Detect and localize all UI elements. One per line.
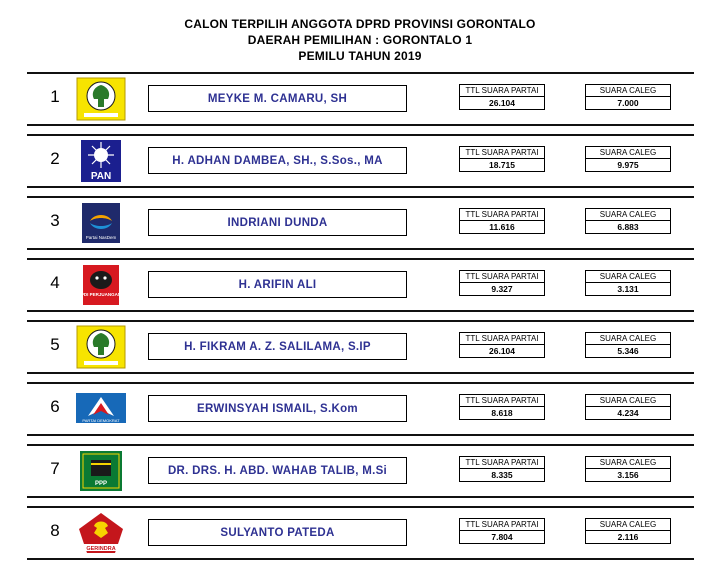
demokrat-logo-icon — [76, 387, 126, 431]
candidate-vote-value: 2.116 — [617, 532, 639, 542]
candidate-number: 7 — [50, 459, 60, 478]
pdip-logo-icon — [76, 263, 126, 307]
candidate-name: INDRIANI DUNDA — [227, 216, 328, 229]
candidate-name-box — [148, 395, 407, 422]
party-vote-box — [459, 146, 545, 172]
ppp-logo-icon — [76, 449, 126, 493]
candidate-vote-label: SUARA CALEG — [586, 147, 670, 159]
candidate-row — [27, 444, 694, 498]
candidate-name-box — [148, 519, 407, 546]
candidate-row — [27, 506, 694, 560]
candidate-vote-value: 5.346 — [617, 346, 639, 356]
party-vote-value: 8.618 — [491, 408, 513, 418]
candidate-vote-value: 9.975 — [617, 160, 639, 170]
candidate-name: SULYANTO PATEDA — [220, 526, 335, 539]
candidate-name: H. FIKRAM A. Z. SALILAMA, S.IP — [184, 340, 371, 353]
candidate-vote-box — [585, 456, 671, 482]
golkar-logo-icon — [76, 325, 126, 369]
party-vote-box — [459, 456, 545, 482]
candidate-vote-box — [585, 270, 671, 296]
candidate-vote-box — [585, 146, 671, 172]
pan-logo-text: PAN — [90, 171, 112, 182]
candidate-name: DR. DRS. H. ABD. WAHAB TALIB, M.Si — [167, 464, 388, 477]
party-vote-box — [459, 270, 545, 296]
candidate-vote-label: SUARA CALEG — [586, 519, 670, 531]
party-vote-label: TTL SUARA PARTAI — [460, 333, 544, 345]
candidate-name-box — [148, 333, 407, 360]
title-line-1: CALON TERPILIH ANGGOTA DPRD PROVINSI GORONTALO — [184, 17, 536, 31]
gerindra-logo-text: GERINDRA — [86, 546, 116, 552]
candidate-row — [27, 382, 694, 436]
candidate-vote-value: 3.156 — [617, 470, 639, 480]
candidate-name: ERWINSYAH ISMAIL, S.Kom — [197, 402, 358, 415]
candidate-row — [27, 258, 694, 312]
party-vote-value: 26.104 — [489, 98, 515, 108]
party-vote-box — [459, 84, 545, 110]
party-vote-label: TTL SUARA PARTAI — [460, 271, 544, 283]
pan-logo-icon — [76, 139, 126, 183]
candidate-row — [27, 134, 694, 188]
candidate-name-box — [148, 85, 407, 112]
party-vote-label: TTL SUARA PARTAI — [460, 85, 544, 97]
candidate-vote-box — [585, 332, 671, 358]
candidate-row — [27, 196, 694, 250]
candidate-vote-value: 7.000 — [617, 98, 639, 108]
party-vote-label: TTL SUARA PARTAI — [460, 209, 544, 221]
title-line-2: DAERAH PEMILIHAN : GORONTALO 1 — [247, 33, 473, 47]
candidate-vote-label: SUARA CALEG — [586, 85, 670, 97]
candidate-name-box — [148, 147, 407, 174]
candidate-vote-label: SUARA CALEG — [586, 395, 670, 407]
gerindra-logo-icon — [76, 511, 126, 555]
party-vote-value: 8.335 — [491, 470, 513, 480]
party-vote-label: TTL SUARA PARTAI — [460, 457, 544, 469]
candidate-vote-box — [585, 394, 671, 420]
document-header — [0, 16, 720, 64]
party-vote-box — [459, 518, 545, 544]
candidate-vote-label: SUARA CALEG — [586, 333, 670, 345]
candidate-vote-value: 4.234 — [617, 408, 639, 418]
pdip-logo-text: PDI PERJUANGAN — [80, 292, 122, 297]
candidate-number: 5 — [50, 335, 60, 354]
party-vote-value: 7.804 — [491, 532, 513, 542]
candidate-list — [27, 72, 694, 568]
nasdem-logo-icon — [76, 201, 126, 245]
title-line-3: PEMILU TAHUN 2019 — [298, 49, 422, 63]
party-vote-value: 18.715 — [489, 160, 515, 170]
candidate-name: H. ADHAN DAMBEA, SH., S.Sos., MA — [172, 154, 383, 167]
candidate-vote-value: 3.131 — [617, 284, 639, 294]
ppp-logo-text: PPP — [94, 481, 108, 487]
party-vote-label: TTL SUARA PARTAI — [460, 147, 544, 159]
candidate-number: 1 — [50, 87, 60, 106]
candidate-vote-label: SUARA CALEG — [586, 271, 670, 283]
candidate-name: MEYKE M. CAMARU, SH — [207, 92, 348, 105]
candidate-name-box — [148, 209, 407, 236]
candidate-number: 6 — [50, 397, 60, 416]
party-vote-value: 11.616 — [489, 222, 515, 232]
candidate-vote-value: 6.883 — [617, 222, 639, 232]
demokrat-logo-text: PARTAI DEMOKRAT — [82, 418, 120, 423]
candidate-number: 8 — [50, 521, 60, 540]
nasdem-logo-text: Partai NasDem — [85, 235, 117, 240]
candidate-name-box — [148, 457, 407, 484]
party-vote-value: 26.104 — [489, 346, 515, 356]
candidate-number: 4 — [50, 273, 60, 292]
candidate-name-box — [148, 271, 407, 298]
candidate-number: 2 — [50, 149, 60, 168]
candidate-vote-box — [585, 84, 671, 110]
candidate-vote-label: SUARA CALEG — [586, 209, 670, 221]
party-vote-label: TTL SUARA PARTAI — [460, 395, 544, 407]
candidate-vote-box — [585, 208, 671, 234]
party-vote-box — [459, 332, 545, 358]
party-vote-box — [459, 394, 545, 420]
golkar-logo-icon — [76, 77, 126, 121]
party-vote-box — [459, 208, 545, 234]
party-vote-label: TTL SUARA PARTAI — [460, 519, 544, 531]
candidate-name: H. ARIFIN ALI — [238, 278, 317, 291]
candidate-number: 3 — [50, 211, 60, 230]
party-vote-value: 9.327 — [491, 284, 513, 294]
candidate-row — [27, 72, 694, 126]
candidate-vote-label: SUARA CALEG — [586, 457, 670, 469]
candidate-row — [27, 320, 694, 374]
candidate-vote-box — [585, 518, 671, 544]
